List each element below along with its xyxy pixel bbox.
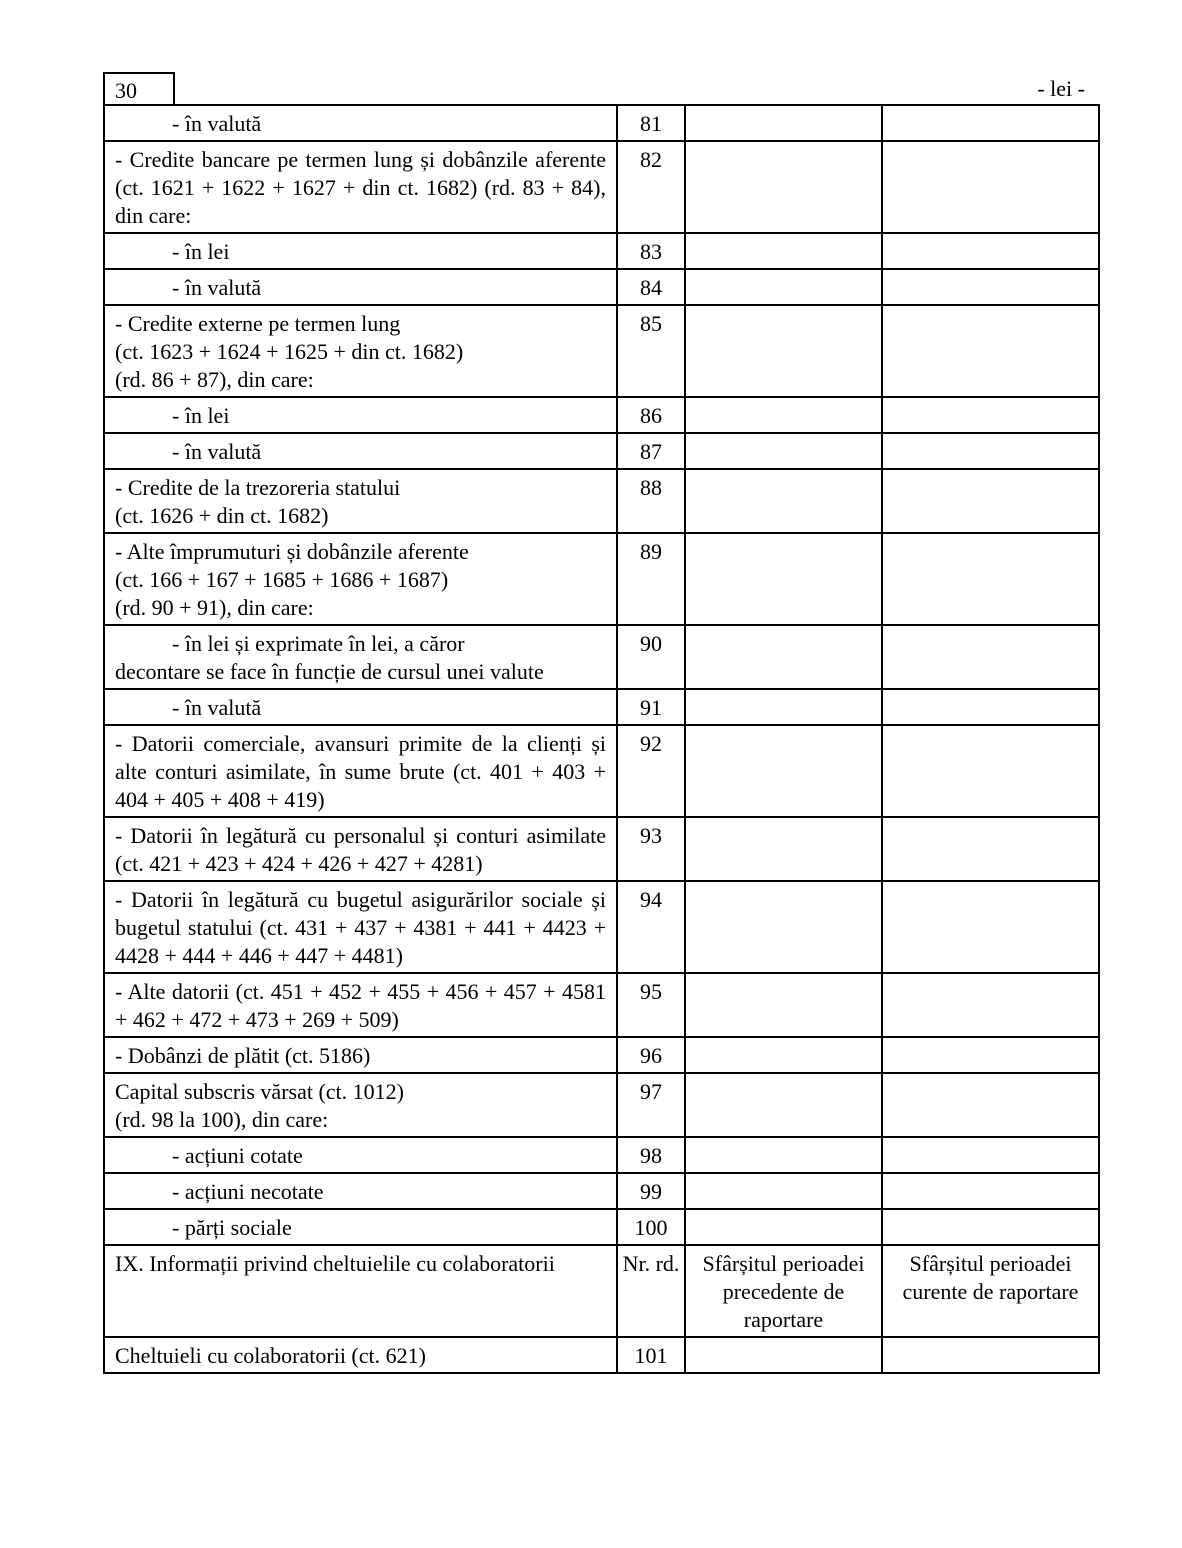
value-current-period <box>882 397 1099 433</box>
value-current-period <box>882 305 1099 397</box>
value-current-period <box>882 725 1099 817</box>
row-description: - Datorii în legătură cu bugetul asigurărilor sociale și bugetul statului (ct. 431 + 437 + 4381 + 441 + 4423 + 4428 + 444 + 446 + 447 + 4481) <box>104 881 617 973</box>
page-number: 30 <box>103 72 175 104</box>
value-previous-period <box>685 305 882 397</box>
table-body <box>104 105 1099 1373</box>
row-description: - în valută <box>104 269 617 305</box>
value-previous-period <box>685 1137 882 1173</box>
value-current-period <box>882 1173 1099 1209</box>
value-current-period <box>882 625 1099 689</box>
row-description: - în lei <box>104 397 617 433</box>
row-description: - acțiuni cotate <box>104 1137 617 1173</box>
value-current-period <box>882 1137 1099 1173</box>
row-number: 100 <box>617 1209 685 1245</box>
value-current-period <box>882 817 1099 881</box>
value-current-period <box>882 533 1099 625</box>
row-number: 87 <box>617 433 685 469</box>
row-description: - Credite de la trezoreria statului (ct. 1626 + din ct. 1682) <box>104 469 617 533</box>
section-header-row <box>104 1245 1099 1337</box>
row-number: 92 <box>617 725 685 817</box>
row-description: Capital subscris vărsat (ct. 1012) (rd. 98 la 100), din care: <box>104 1073 617 1137</box>
row-description: - în valută <box>104 689 617 725</box>
table-row <box>104 1173 1099 1209</box>
row-description: - în valută <box>104 433 617 469</box>
table-row <box>104 973 1099 1037</box>
row-description: - Credite externe pe termen lung (ct. 1623 + 1624 + 1625 + din ct. 1682) (rd. 86 + 87), din care: <box>104 305 617 397</box>
row-number: 97 <box>617 1073 685 1137</box>
value-previous-period <box>685 469 882 533</box>
column-header-current: Sfârșitul perioadei curente de raportare <box>882 1245 1099 1337</box>
value-previous-period <box>685 1037 882 1073</box>
row-number: 101 <box>617 1337 685 1373</box>
row-description: Cheltuieli cu colaboratorii (ct. 621) <box>104 1337 617 1373</box>
row-number: 83 <box>617 233 685 269</box>
value-previous-period <box>685 105 882 141</box>
table-row <box>104 1073 1099 1137</box>
value-current-period <box>882 105 1099 141</box>
row-number: 81 <box>617 105 685 141</box>
value-current-period <box>882 1209 1099 1245</box>
value-previous-period <box>685 233 882 269</box>
table-row <box>104 689 1099 725</box>
row-description: - Dobânzi de plătit (ct. 5186) <box>104 1037 617 1073</box>
row-description: - părți sociale <box>104 1209 617 1245</box>
section-title: IX. Informații privind cheltuielile cu colaboratorii <box>104 1245 617 1337</box>
column-header-previous: Sfârșitul perioadei precedente de raportare <box>685 1245 882 1337</box>
row-number: 91 <box>617 689 685 725</box>
value-current-period <box>882 141 1099 233</box>
table-row <box>104 269 1099 305</box>
table-row <box>104 233 1099 269</box>
row-number: 94 <box>617 881 685 973</box>
value-current-period <box>882 1073 1099 1137</box>
table-row <box>104 533 1099 625</box>
row-description: - în lei <box>104 233 617 269</box>
row-number: 86 <box>617 397 685 433</box>
value-current-period <box>882 881 1099 973</box>
table-row <box>104 105 1099 141</box>
row-number: 93 <box>617 817 685 881</box>
row-number: 82 <box>617 141 685 233</box>
row-description: - Alte împrumuturi și dobânzile aferente (ct. 166 + 167 + 1685 + 1686 + 1687) (rd. 90 + 91), din care: <box>104 533 617 625</box>
table-row <box>104 469 1099 533</box>
table-row <box>104 625 1099 689</box>
row-description: - Datorii în legătură cu personalul și conturi asimilate (ct. 421 + 423 + 424 + 426 + 427 + 4281) <box>104 817 617 881</box>
table-row <box>104 881 1099 973</box>
row-number: 99 <box>617 1173 685 1209</box>
row-number: 85 <box>617 305 685 397</box>
column-header-nr: Nr. rd. <box>617 1245 685 1337</box>
value-previous-period <box>685 1337 882 1373</box>
row-description: - în valută <box>104 105 617 141</box>
value-previous-period <box>685 1073 882 1137</box>
value-previous-period <box>685 973 882 1037</box>
table-row <box>104 433 1099 469</box>
value-current-period <box>882 689 1099 725</box>
table-row <box>104 1137 1099 1173</box>
value-previous-period <box>685 397 882 433</box>
row-description: - acțiuni necotate <box>104 1173 617 1209</box>
value-previous-period <box>685 689 882 725</box>
row-description: - Datorii comerciale, avansuri primite de la clienți și alte conturi asimilate, în sume brute (ct. 401 + 403 + 404 + 405 + 408 + 419) <box>104 725 617 817</box>
row-number: 96 <box>617 1037 685 1073</box>
row-number: 90 <box>617 625 685 689</box>
table-row <box>104 1209 1099 1245</box>
table-row <box>104 817 1099 881</box>
table-row <box>104 141 1099 233</box>
value-previous-period <box>685 1173 882 1209</box>
value-current-period <box>882 1337 1099 1373</box>
value-previous-period <box>685 625 882 689</box>
table-row <box>104 1037 1099 1073</box>
value-previous-period <box>685 141 882 233</box>
unit-label: - lei - <box>1037 76 1085 101</box>
value-current-period <box>882 433 1099 469</box>
row-number: 95 <box>617 973 685 1037</box>
row-description: - Alte datorii (ct. 451 + 452 + 455 + 456 + 457 + 4581 + 462 + 472 + 473 + 269 + 509) <box>104 973 617 1037</box>
value-current-period <box>882 269 1099 305</box>
table-row <box>104 397 1099 433</box>
table-row <box>104 725 1099 817</box>
table-row <box>104 1337 1099 1373</box>
value-current-period <box>882 469 1099 533</box>
value-previous-period <box>685 817 882 881</box>
report-table <box>103 104 1100 1374</box>
value-previous-period <box>685 269 882 305</box>
table-row <box>104 305 1099 397</box>
value-current-period <box>882 973 1099 1037</box>
row-description: - Credite bancare pe termen lung și dobânzile aferente (ct. 1621 + 1622 + 1627 + din ct. 1682) (rd. 83 + 84), din care: <box>104 141 617 233</box>
value-current-period <box>882 1037 1099 1073</box>
value-previous-period <box>685 881 882 973</box>
value-previous-period <box>685 533 882 625</box>
value-previous-period <box>685 1209 882 1245</box>
row-number: 84 <box>617 269 685 305</box>
row-number: 89 <box>617 533 685 625</box>
row-number: 98 <box>617 1137 685 1173</box>
row-description: - în lei și exprimate în lei, a căror decontare se face în funcție de cursul unei valute <box>104 625 617 689</box>
value-previous-period <box>685 725 882 817</box>
row-number: 88 <box>617 469 685 533</box>
value-previous-period <box>685 433 882 469</box>
value-current-period <box>882 233 1099 269</box>
